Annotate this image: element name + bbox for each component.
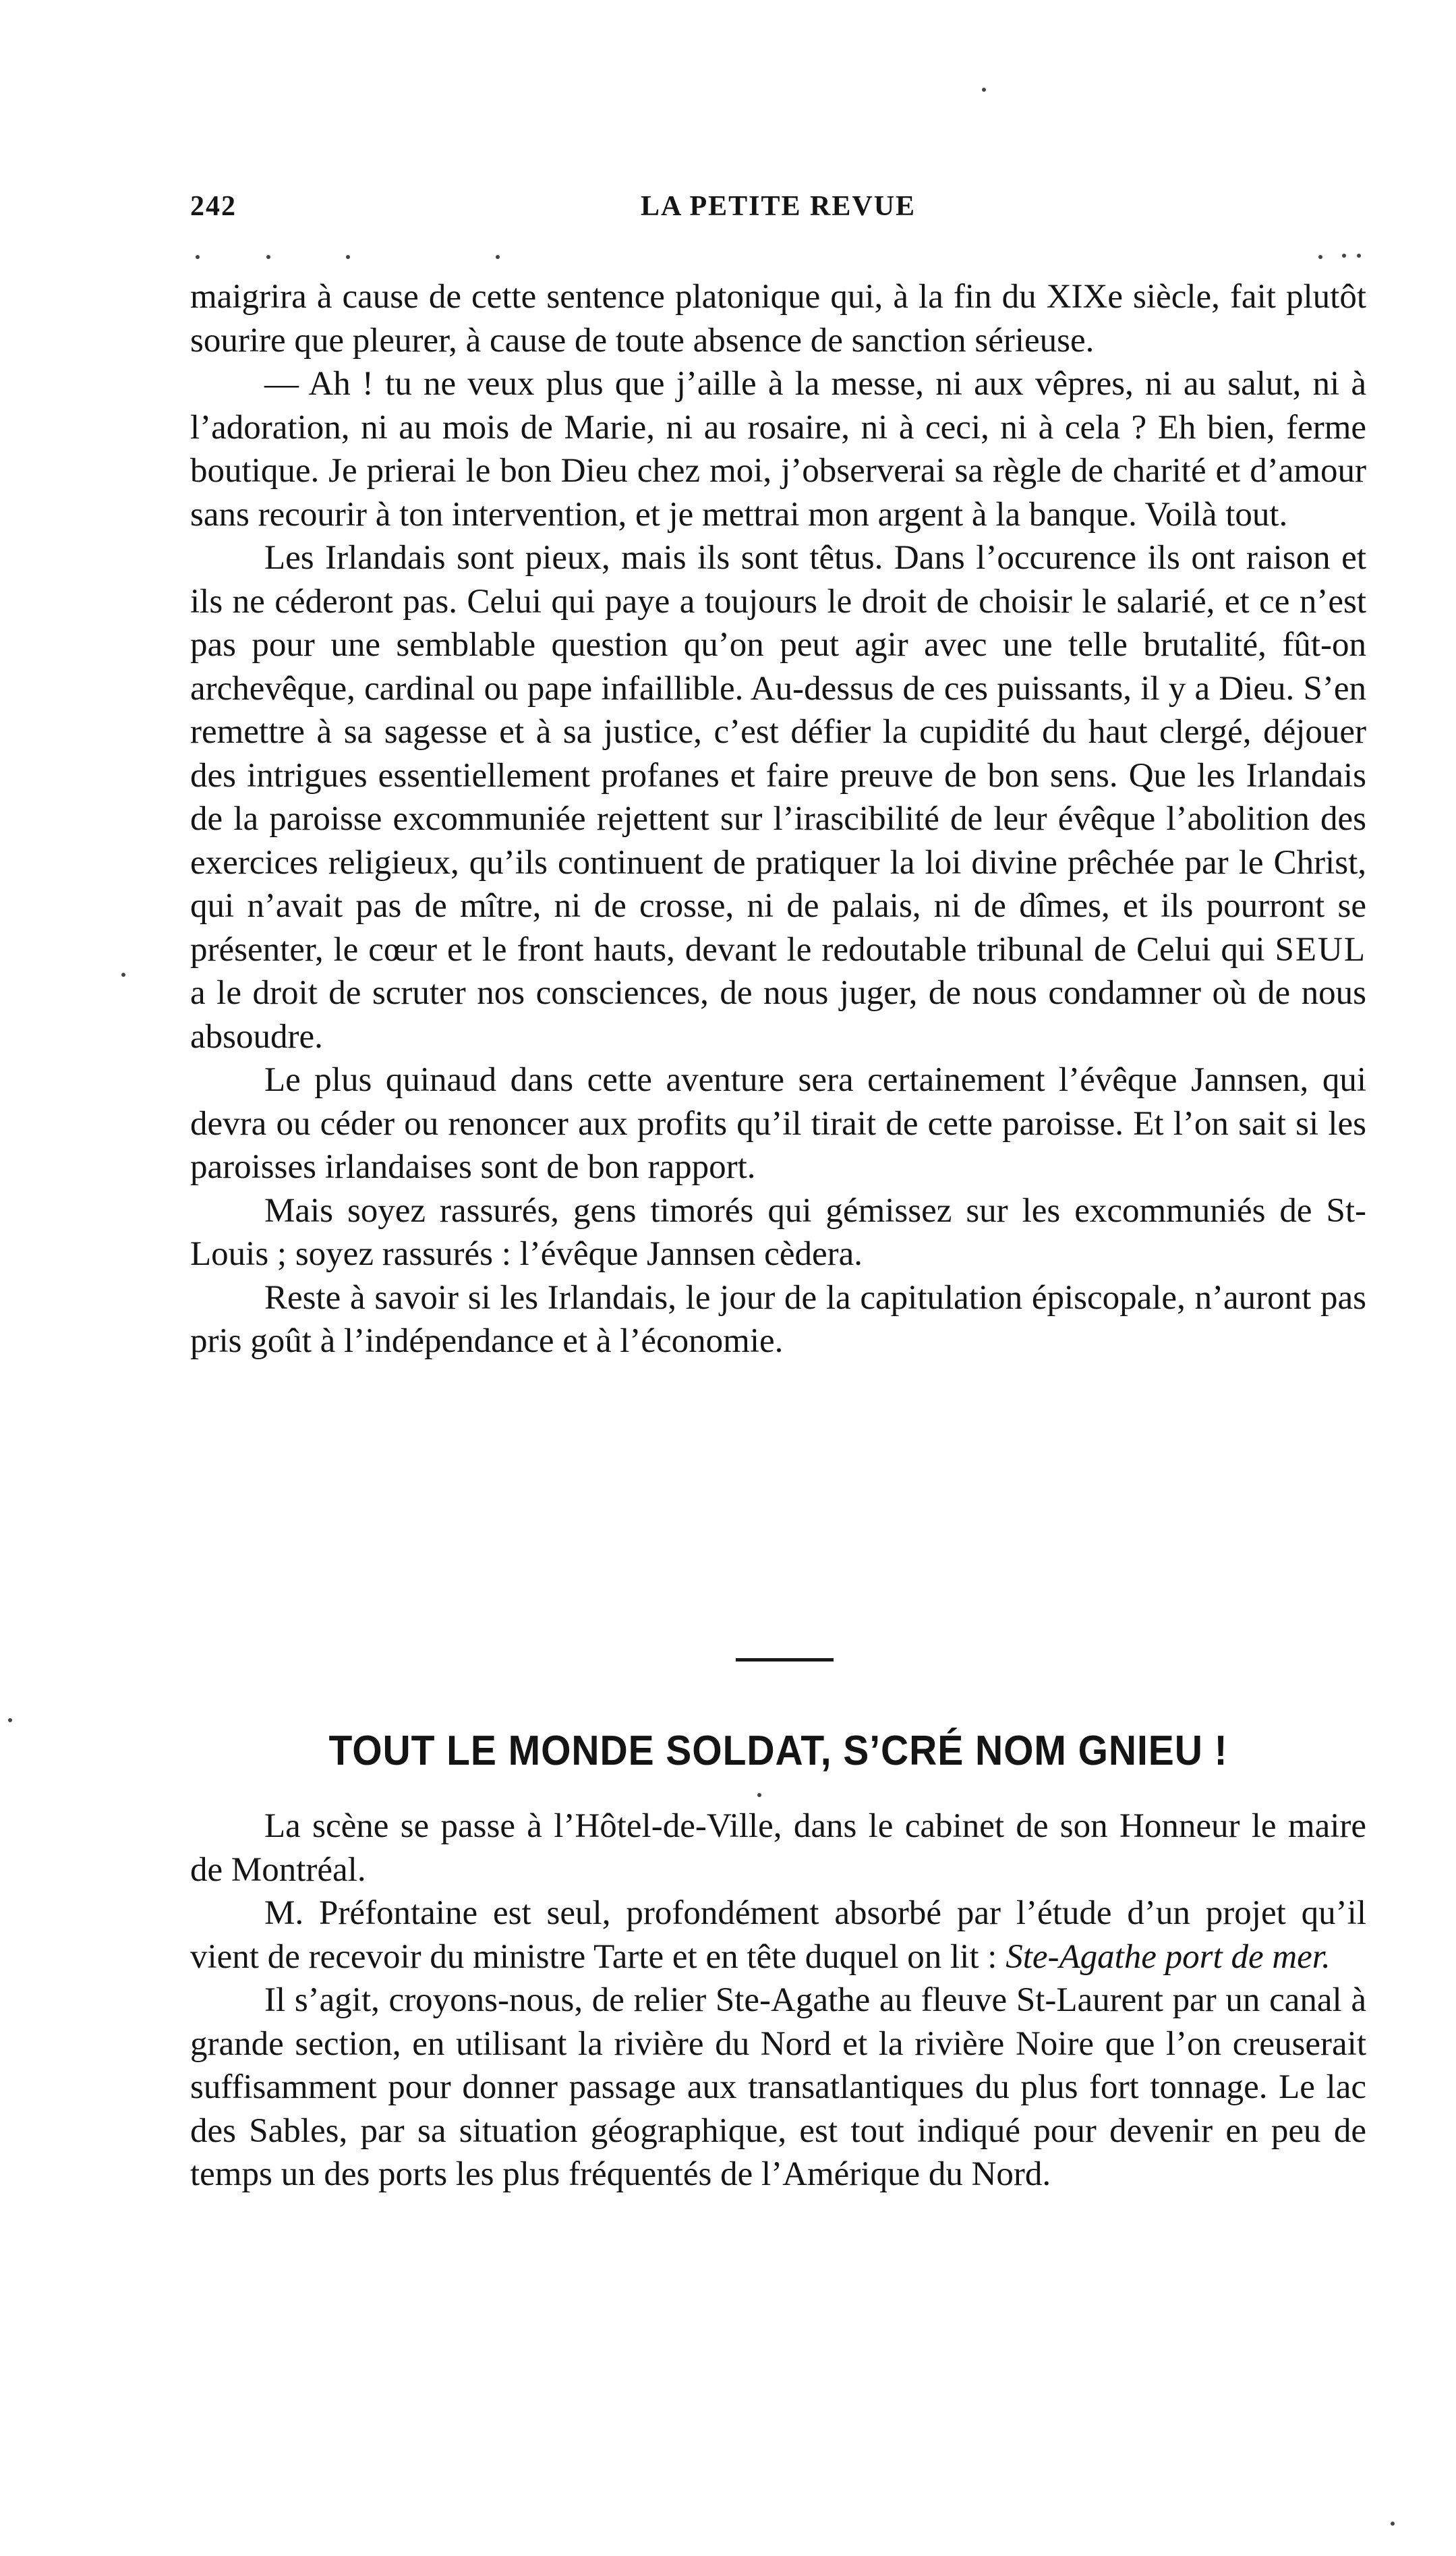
ink-speck xyxy=(1318,255,1322,259)
ink-speck xyxy=(8,1718,12,1722)
paragraph xyxy=(190,536,1366,1058)
article-heading: TOUT LE MONDE SOLDAT, S’CRÉ NOM GNIEU ! xyxy=(328,1728,1228,1774)
paragraph: Le plus quinaud dans cette aventure sera certainement l’évêque Jannsen, qui devra ou céder ou renoncer aux profits qu’il tirait de cette paroisse. Et l’on sait si les paroisses irlandaises sont de bon rapport. xyxy=(190,1061,1366,1186)
ink-speck xyxy=(1391,2522,1395,2526)
journal-title: LA PETITE REVUE xyxy=(640,191,916,222)
paragraph: maigrira à cause de cette sentence platonique qui, à la fin du XIXe siècle, fait plutôt sourire que pleurer, à cause de toute absence de sanction sérieuse. xyxy=(190,278,1366,360)
ink-speck xyxy=(1342,254,1346,258)
page-number: 242 xyxy=(190,191,237,222)
ink-speck xyxy=(1357,254,1361,258)
ink-speck xyxy=(196,255,200,259)
previous-article-text xyxy=(190,275,1366,1363)
paragraph-text: Les Irlandais sont pieux, mais ils sont têtus. Dans l’occurence ils ont raison et ils ne céderont pas. Celui qui paye a toujours le droit de choisir le salarié, et ce n’est pas pour une semblable question qu’on peut agir avec une telle brutalité, fût-on archevêque, cardinal ou pape infaillible. Au-dessus de ces puissants, il y a Dieu. S’en remettre à sa sagesse et à sa justice, c’est défier la cupidité du haut clergé, déjouer des intrigues essentiellement profanes et faire preuve de bon sens. Que les Irlandais de la paroisse excommuniée rejettent sur l’irascibilité de leur évêque l’abolition des exercices religieux, qu’ils continuent de pratiquer la loi divine prêchée par le Christ, qui n’avait pas de mître, ni de crosse, ni de palais, ni de dîmes, et ils pourront se présenter, le cœur et le front hauts, devant le redoutable tribunal de Celui qui xyxy=(190,539,1366,969)
paragraph xyxy=(190,1892,1366,1979)
paragraph: Mais soyez rassurés, gens timorés qui gémissez sur les excommuniés de St-Louis ; soyez rassurés : l’évêque Jannsen cèdera. xyxy=(190,1191,1366,1273)
paragraph: Reste à savoir si les Irlandais, le jour de la capitulation épiscopale, n’auront pas pris goût à l’indépendance et à l’économie. xyxy=(190,1278,1366,1360)
running-header xyxy=(190,190,1366,237)
paragraph-text: a le droit de scruter nos consciences, de nous juger, de nous condamner où de nous absoudre. xyxy=(190,974,1366,1056)
paragraph: Il s’agit, croyons-nous, de relier Ste-Agathe au fleuve St-Laurent par un canal à grande section, en utilisant la rivière du Nord et la rivière Noire que l’on creuserait suffisamment pour donner passage aux transatlantiques du plus fort tonnage. Le lac des Sables, par sa situation géographique, est tout indiqué pour devenir en peu de temps un des ports les plus fréquentés de l’Amérique du Nord. xyxy=(190,1981,1366,2193)
ink-speck xyxy=(496,255,500,259)
italic-project-title: Ste-Agathe port de mer. xyxy=(1006,1937,1331,1976)
ink-speck xyxy=(757,1793,761,1797)
paragraph-text: M. Préfontaine est seul, profondément absorbé par l’étude d’un projet qu’il vient de recevoir du ministre Tarte et en tête duquel on lit : xyxy=(190,1894,1366,1976)
article-text xyxy=(190,1805,1366,2196)
paragraph: La scène se passe à l’Hôtel-de-Ville, dans le cabinet de son Honneur le maire de Montréal. xyxy=(190,1807,1366,1889)
ink-speck xyxy=(266,255,270,259)
ink-speck xyxy=(121,973,125,977)
ink-speck xyxy=(346,255,350,259)
section-divider-rule xyxy=(736,1658,834,1662)
ink-speck xyxy=(982,88,986,92)
small-caps-word: SEUL xyxy=(1275,930,1366,969)
paragraph: — Ah ! tu ne veux plus que j’aille à la messe, ni aux vêpres, ni au salut, ni à l’adoration, ni au mois de Marie, ni au rosaire, ni à ceci, ni à cela ? Eh bien, ferme boutique. Je prierai le bon Dieu chez moi, j’observerai sa règle de charité et d’amour sans recourir à ton intervention, et je mettrai mon argent à la banque. Voilà tout. xyxy=(190,365,1366,534)
